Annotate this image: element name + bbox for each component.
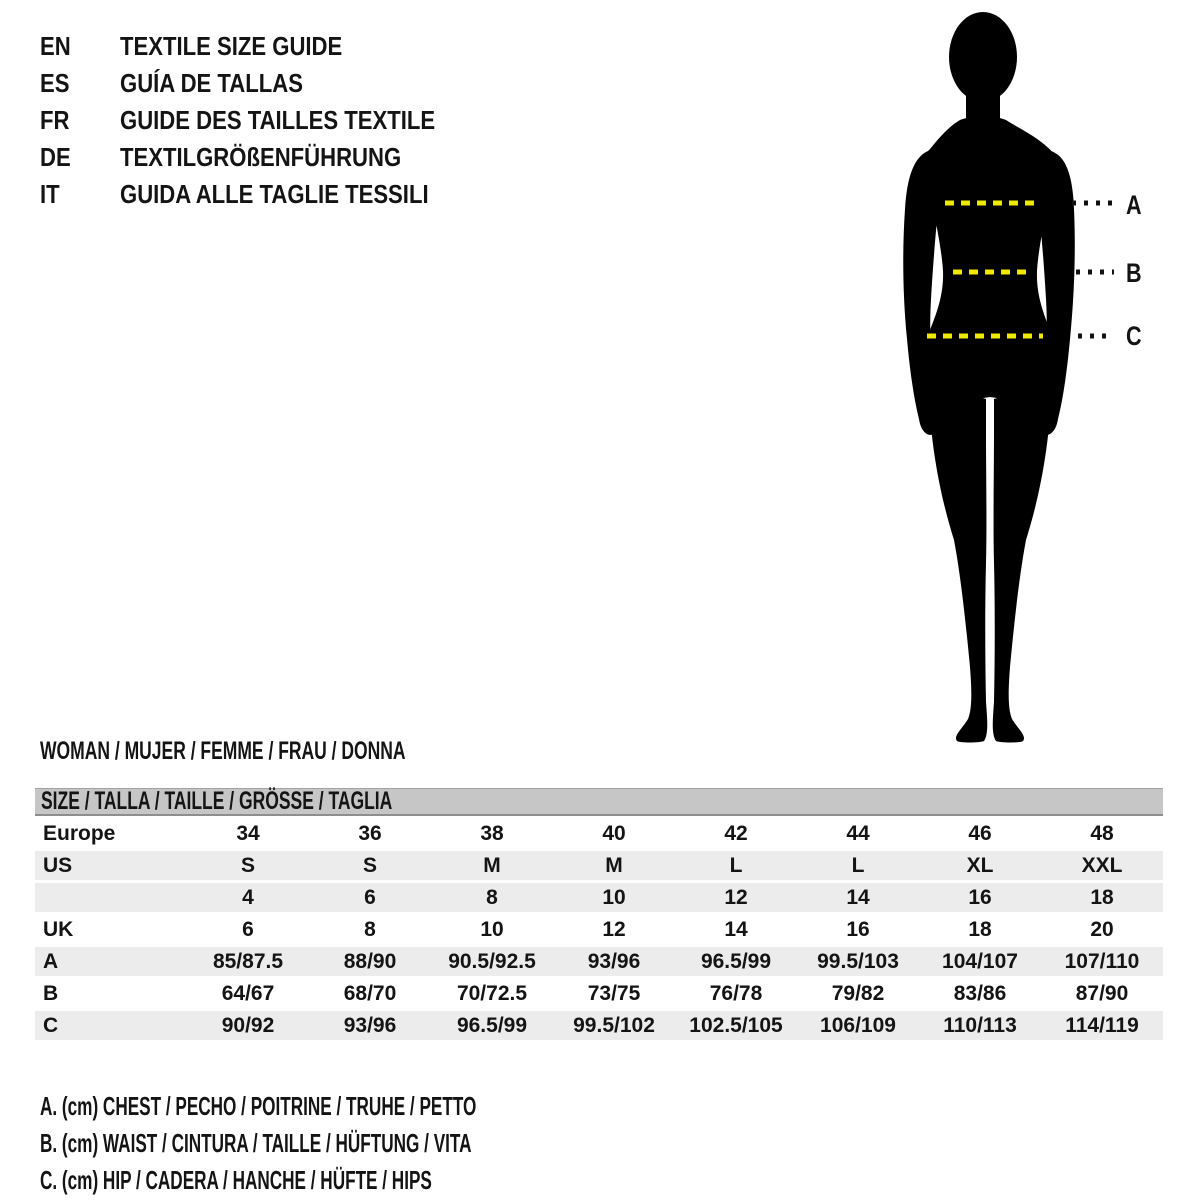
size-value-cell: 8 [486,885,498,909]
size-value-cell: 102.5/105 [689,1013,783,1037]
language-row [40,65,491,102]
size-value-cell: 76/78 [709,981,763,1005]
language-row [40,176,491,213]
size-value-cell: 88/90 [343,949,397,973]
size-value-cell: 104/107 [942,949,1018,973]
row-label: A [43,949,59,973]
row-label: UK [43,917,74,941]
size-value-cell: 14 [724,917,748,941]
language-code: IT [40,179,60,209]
size-value-cell: M [483,853,501,877]
size-value-cell: 8 [364,917,376,941]
size-value-cell: 16 [846,917,870,941]
language-title: GUÍA DE TALLAS [120,68,303,98]
language-list [40,28,491,213]
size-value-cell: 42 [724,821,748,845]
size-value-cell: M [605,853,623,877]
size-value-cell: 85/87.5 [212,949,284,973]
size-value-cell: 16 [968,885,992,909]
language-title: GUIDA ALLE TAGLIE TESSILI [120,179,429,209]
size-value-cell: 48 [1090,821,1114,845]
language-title: GUIDE DES TAILLES TEXTILE [120,105,436,135]
size-table-row [35,1011,1163,1040]
size-value-cell: 40 [602,821,626,845]
size-value-cell: 90/92 [221,1013,275,1037]
row-label: B [43,981,59,1005]
measure-label-b: B [1126,258,1142,288]
size-value-cell: S [240,853,255,877]
size-value-cell: 96.5/99 [456,1013,528,1037]
size-table-header [35,788,1163,816]
size-table [35,788,1163,1040]
size-value-cell: 106/109 [820,1013,896,1037]
language-code: DE [40,142,71,172]
size-value-cell: L [851,853,865,877]
section-title-text: WOMAN / MUJER / FEMME / FRAU / DONNA [40,737,406,765]
language-code: ES [40,68,70,98]
legend-line: B. (cm) WAIST / CINTURA / TAILLE / HÜFTUNG / VITA [40,1128,472,1158]
size-table-body [35,819,1163,1040]
size-value-cell: 4 [242,885,254,909]
size-value-cell: 93/96 [343,1013,397,1037]
size-value-cell: 87/90 [1075,981,1129,1005]
size-value-cell: 34 [236,821,260,845]
size-value-cell: 107/110 [1064,949,1140,973]
size-value-cell: 46 [968,821,992,845]
size-value-cell: 73/75 [587,981,641,1005]
language-row [40,28,491,65]
size-value-cell: 68/70 [343,981,397,1005]
leader-lines [1072,203,1116,336]
size-value-cell: XL [966,853,994,877]
row-label: C [43,1013,59,1037]
size-value-cell: 10 [602,885,626,909]
size-value-cell: 70/72.5 [456,981,528,1005]
size-value-cell: 99.5/102 [573,1013,655,1037]
size-value-cell: 18 [968,917,992,941]
size-table-row [35,947,1163,976]
row-label: US [43,853,73,877]
section-title [40,736,562,766]
size-table-row [35,915,1163,944]
language-title: TEXTILE SIZE GUIDE [120,31,343,61]
size-value-cell: 110/113 [943,1013,1017,1037]
size-value-cell: 93/96 [587,949,641,973]
size-value-cell: 64/67 [221,981,275,1005]
size-value-cell: 18 [1090,885,1114,909]
language-row [40,102,491,139]
size-value-cell: 90.5/92.5 [448,949,536,973]
size-value-cell: 44 [846,821,870,845]
size-value-cell: 6 [364,885,376,909]
size-value-cell: 10 [480,917,504,941]
silhouette-shape [903,12,1075,743]
row-label: Europe [43,821,116,845]
size-value-cell: 14 [846,885,870,909]
size-value-cell: XXL [1081,853,1123,877]
size-value-cell: 6 [242,917,254,941]
language-row [40,139,491,176]
size-table-row [35,883,1163,912]
legend-line: A. (cm) CHEST / PECHO / POITRINE / TRUHE / PETTO [40,1091,477,1121]
size-value-cell: 36 [358,821,382,845]
size-value-cell: 20 [1090,917,1114,941]
legend-line: C. (cm) HIP / CADERA / HANCHE / HÜFTE / HIPS [40,1165,432,1195]
size-table-row [35,851,1163,880]
size-value-cell: 96.5/99 [700,949,772,973]
size-value-cell: S [362,853,377,877]
size-value-cell: 12 [602,917,626,941]
language-code: EN [40,31,71,61]
size-value-cell: 114/119 [1065,1013,1139,1037]
measure-label-c: C [1126,321,1142,351]
language-code: FR [40,105,70,135]
woman-silhouette [850,5,1170,750]
size-value-cell: 38 [480,821,504,845]
size-table-row [35,979,1163,1008]
language-title: TEXTILGRÖßENFÜHRUNG [120,142,402,172]
size-value-cell: 12 [724,885,748,909]
measure-label-a: A [1126,190,1142,220]
size-table-header-text: SIZE / TALLA / TAILLE / GRÖSSE / TAGLIA [41,787,393,815]
size-value-cell: 83/86 [953,981,1007,1005]
size-value-cell: L [729,853,743,877]
size-value-cell: 99.5/103 [817,949,899,973]
size-table-row [35,819,1163,848]
measurement-legend [40,1088,701,1199]
size-value-cell: 79/82 [831,981,885,1005]
